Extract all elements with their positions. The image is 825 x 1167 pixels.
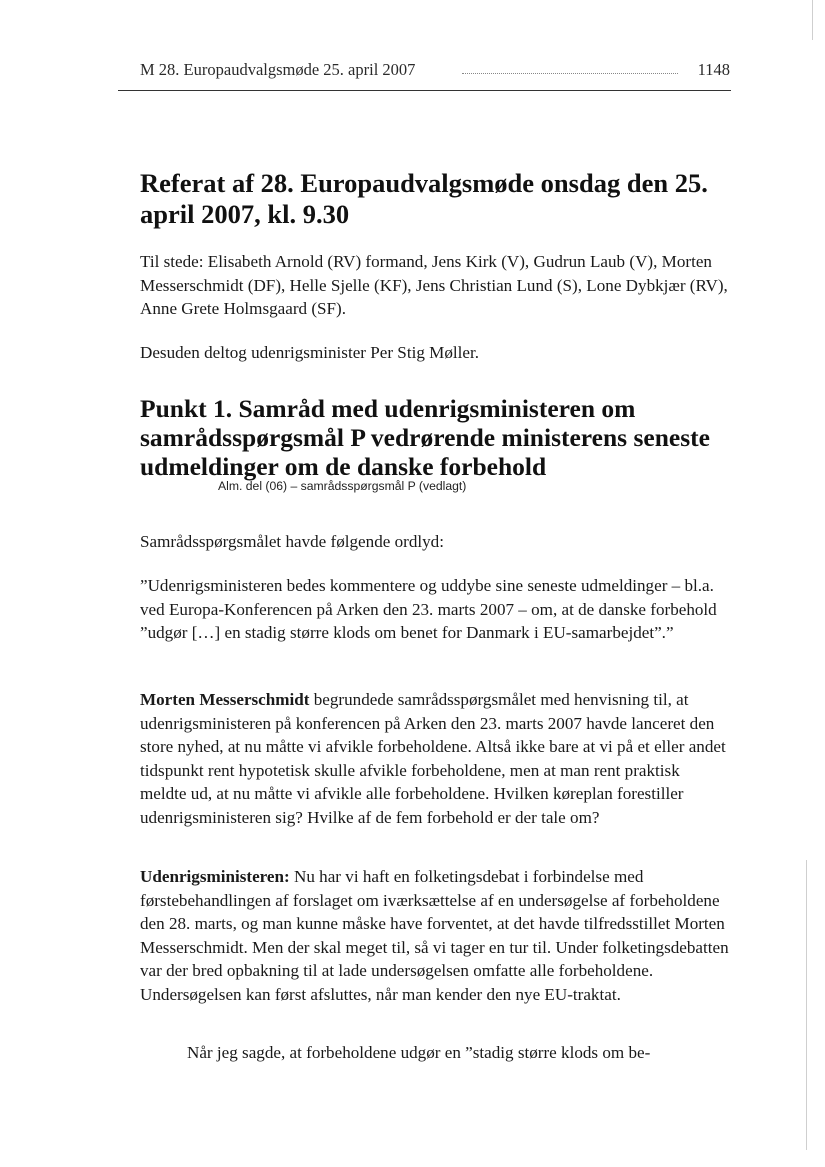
attendees-paragraph: Til stede: Elisabeth Arnold (RV) formand, Jens Kirk (V), Gudrun Laub (V), Morten Messerschmidt (DF), Helle Sjelle (KF), Jens Christian Lund (S), Lone Dybkjær (RV), Anne Grete Holmsgaard (SF). — [140, 252, 728, 319]
question-quote: ”Udenrigsministeren bedes kommentere og uddybe sine seneste udmeldinger – bl.a. ved Europa-Konferencen på Arken den 23. marts 2007 – om, at de danske forbehold ”udgør […] en stadig større klods om benet for Danmark i EU-samarbejdet”.” — [140, 576, 717, 643]
question-intro: Samrådsspørgsmålet havde følgende ordlyd: — [140, 532, 444, 551]
speaker-text: begrundede samrådsspørgsmålet med henvisning til, at udenrigsministeren på konferencen på Arken den 23. marts 2007 havde lanceret den store nyhed, at nu måtte vi afvikle forbeholdene. Altså ikke bare at vi på et eller andet tidspunkt rent hypotetisk skulle afvikle forbeholdene, men at man rent praktisk meldte ud, at nu måtte vi afvikle alle forbeholdene. Hvilken køreplan forestiller udenrigsministeren sig? Hvilke af de fem forbehold er der tale om? — [140, 690, 726, 827]
header-dot-leader — [462, 73, 678, 74]
speaker-name: Udenrigsministeren: — [140, 867, 290, 886]
header-rule — [118, 90, 731, 91]
point-1-heading: Punkt 1. Samråd med udenrigsministeren om samrådsspørgsmål P vedrørende ministerens seneste udmeldinger om de danske forbehold — [140, 394, 710, 481]
page-number: 1148 — [697, 60, 730, 79]
running-header — [140, 58, 730, 82]
speaker-paragraph-minister — [140, 865, 730, 1007]
continued-paragraph: Når jeg sagde, at forbeholdene udgør en ”stadig større klods om be- — [187, 1043, 651, 1062]
scan-edge-mark — [812, 0, 813, 40]
scan-edge-mark — [806, 860, 807, 1150]
speaker-text: Nu har vi haft en folketingsdebat i forbindelse med førstebehandlingen af forslaget om iværksættelse af en undersøgelse af forbeholdene den 28. marts, og man kunne måske have forventet, at det havde tilfredsstillet Morten Messerschmidt. Men der skal meget til, så vi tager en tur til. Under folketingsdebatten var der bred opbakning til at lade undersøgelsen omfatte alle forbeholdene. Undersøgelsen kan først afsluttes, når man kender den nye EU-traktat. — [140, 867, 729, 1004]
point-1-reference: Alm. del (06) – samrådsspørgsmål P (vedlagt) — [218, 479, 467, 493]
document-title: Referat af 28. Europaudvalgsmøde onsdag den 25. april 2007, kl. 9.30 — [140, 168, 708, 229]
also-present-paragraph: Desuden deltog udenrigsminister Per Stig Møller. — [140, 343, 479, 362]
speaker-name: Morten Messerschmidt — [140, 690, 310, 709]
speaker-paragraph-messerschmidt — [140, 688, 730, 830]
header-meeting-label: M 28. Europaudvalgsmøde 25. april 2007 — [140, 60, 416, 79]
